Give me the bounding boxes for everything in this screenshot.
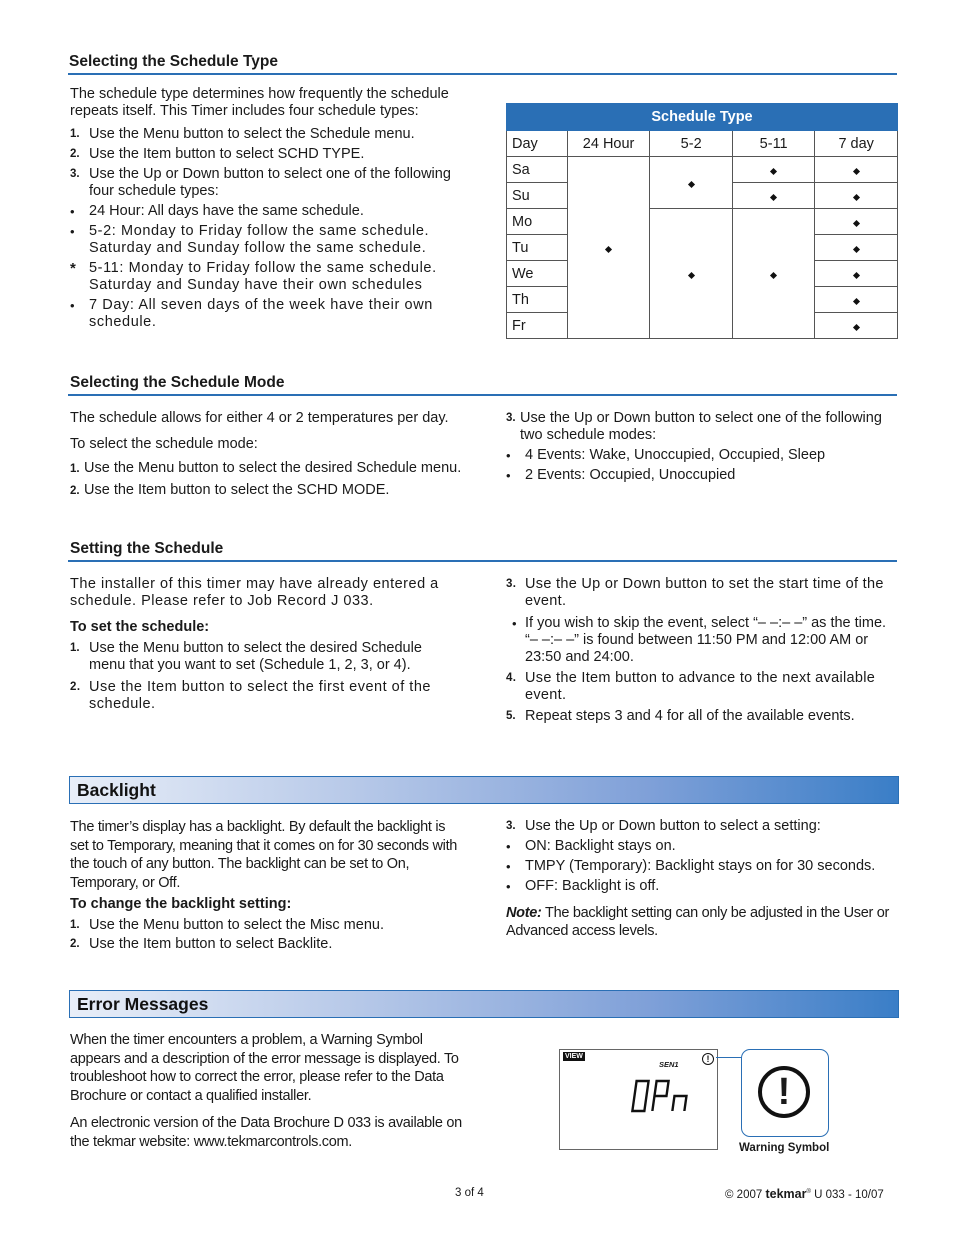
list-item: 1. Use the Menu button to select the Misc menu.: [70, 917, 384, 933]
table-cell-mark: [815, 183, 898, 209]
section-title-backlight: Backlight: [77, 780, 156, 800]
paragraph: To select the schedule mode:: [70, 436, 258, 452]
list-item: 1. Use the Menu button to select the desired Schedule menu that you want to set (Schedule 1, 2, 3, or 4).: [70, 640, 422, 673]
table-row: [507, 157, 898, 183]
check-mark-icon: [770, 193, 777, 200]
paragraph: The installer of this timer may have already entered a schedule. Please refer to Job Record J 033.: [70, 576, 439, 609]
check-mark-icon: [853, 271, 860, 278]
table-cell-mark: [732, 157, 815, 183]
list-item: • TMPY (Temporary): Backlight stays on for 30 seconds.: [506, 858, 876, 874]
schedule-type-table: [506, 103, 898, 339]
section-divider: [68, 394, 897, 396]
error-messages-text: [70, 1031, 465, 1151]
table-cell-mark: [815, 313, 898, 339]
tekmar-logo: tekmar: [765, 1187, 807, 1201]
table-cell-day: Fr: [507, 313, 568, 339]
table-cell-mark: [815, 235, 898, 261]
schedule-mode-right: [506, 410, 898, 487]
check-mark-icon: [853, 167, 860, 174]
table-cell-mark: [567, 157, 650, 339]
table-cell-day: Su: [507, 183, 568, 209]
table-header: Schedule Type: [507, 104, 898, 131]
section-banner-backlight: [69, 776, 899, 804]
paragraph: An electronic version of the Data Brochure D 033 is available on the tekmar website: www.tekmarcontrols.com.: [70, 1115, 462, 1150]
list-item: * 5-11: Monday to Friday follow the same schedule. Saturday and Sunday have their own schedules: [70, 260, 437, 293]
check-mark-icon: [605, 245, 612, 252]
table-cell-day: Th: [507, 287, 568, 313]
table-cell-mark: [650, 157, 732, 209]
table-row: [507, 209, 898, 235]
check-mark-icon: [853, 219, 860, 226]
lcd-sensor-label: SEN1: [659, 1060, 679, 1069]
list-item: • 24 Hour: All days have the same schedule.: [70, 203, 364, 219]
table-cell-mark: [732, 183, 815, 209]
warning-symbol-label: Warning Symbol: [739, 1142, 830, 1154]
table-cell-mark: [815, 261, 898, 287]
page-number: 3 of 4: [455, 1187, 484, 1199]
table-cell-mark: [732, 209, 815, 339]
table-col-header: 7 day: [815, 131, 898, 157]
check-mark-icon: [853, 245, 860, 252]
table-col-header: Day: [507, 131, 568, 157]
section-title-schedule-mode: Selecting the Schedule Mode: [70, 374, 285, 391]
list-item: • 7 Day: All seven days of the week have their own schedule.: [70, 297, 433, 330]
check-mark-icon: [688, 180, 695, 187]
check-mark-icon: [853, 297, 860, 304]
setting-schedule-right: [506, 576, 898, 728]
schedule-type-text: [70, 86, 465, 334]
lcd-display: [559, 1049, 718, 1150]
list-item: • If you wish to skip the event, select “– –:– –” as the time. “– –:– –” is found between 11:50 PM and 12:00 AM or 23:50 and 24:00.: [512, 615, 887, 665]
section-title-error-messages: Error Messages: [77, 994, 209, 1014]
paragraph: The timer’s display has a backlight. By default the backlight is set to Temporary, meaning that it comes on for 30 seconds with the touch of any button. The backlight can be set to On, Temporary, or Off.: [70, 819, 458, 891]
list-item: 4. Use the Item button to advance to the next available event.: [506, 670, 876, 703]
list-item: 2. Use the Item button to select SCHD TYPE.: [70, 146, 365, 162]
check-mark-icon: [770, 167, 777, 174]
list-item: • 5-2: Monday to Friday follow the same schedule. Saturday and Sunday follow the same schedule.: [70, 223, 430, 256]
subheading: To change the backlight setting:: [70, 896, 292, 912]
table-col-header: 24 Hour: [567, 131, 650, 157]
list-item: 5. Repeat steps 3 and 4 for all of the available events.: [506, 708, 855, 724]
lcd-view-label: VIEW: [565, 1053, 583, 1060]
list-item: • ON: Backlight stays on.: [506, 838, 676, 854]
table-col-header: 5-2: [650, 131, 732, 157]
paragraph: The schedule allows for either 4 or 2 temperatures per day.: [70, 410, 449, 426]
check-mark-icon: [853, 323, 860, 330]
paragraph: When the timer encounters a problem, a Warning Symbol appears and a description of the error message is displayed. To troubleshoot how to correct the error, please refer to the Data Brochure or contact a qualified installer.: [70, 1032, 459, 1104]
list-item: • 2 Events: Occupied, Unoccupied: [506, 467, 736, 483]
section-title-setting-schedule: Setting the Schedule: [70, 540, 224, 557]
lcd-digits: [630, 1078, 700, 1114]
section-divider: [68, 560, 897, 562]
list-item: 2. Use the Item button to select Backlite.: [70, 936, 333, 952]
check-mark-icon: [688, 271, 695, 278]
warning-icon: !: [758, 1066, 810, 1118]
lcd-warning-icon: !: [702, 1053, 714, 1065]
section-banner-error-messages: [69, 990, 899, 1018]
list-item: 3. Use the Up or Down button to select a setting:: [506, 818, 821, 834]
list-item: 3. Use the Up or Down button to set the start time of the event.: [506, 576, 884, 609]
warning-symbol-frame: [741, 1049, 829, 1137]
backlight-right: [506, 818, 900, 940]
table-cell-day: Mo: [507, 209, 568, 235]
list-item: 1. Use the Menu button to select the desired Schedule menu.: [70, 460, 462, 476]
footer-copyright: © 2007 tekmar® U 033 - 10/07: [725, 1187, 884, 1201]
table-cell-mark: [650, 209, 732, 339]
list-item: 2. Use the Item button to select the SCHD MODE.: [70, 482, 390, 498]
table-cell-day: Sa: [507, 157, 568, 183]
list-item: 1. Use the Menu button to select the Schedule menu.: [70, 126, 415, 142]
check-mark-icon: [770, 271, 777, 278]
list-item: • 4 Events: Wake, Unoccupied, Occupied, Sleep: [506, 447, 826, 463]
table-cell-day: Tu: [507, 235, 568, 261]
list-item: 3. Use the Up or Down button to select one of the following two schedule modes:: [506, 410, 882, 443]
list-item: 2. Use the Item button to select the first event of the schedule.: [70, 679, 431, 712]
callout-line: [716, 1057, 742, 1058]
backlight-left: [70, 818, 465, 956]
table-cell-mark: [815, 209, 898, 235]
check-mark-icon: [853, 193, 860, 200]
subheading: To set the schedule:: [70, 619, 210, 635]
table-cell-mark: [815, 157, 898, 183]
table-col-header: 5-11: [732, 131, 815, 157]
section-title-schedule-type: Selecting the Schedule Type: [69, 53, 279, 70]
list-item: • OFF: Backlight is off.: [506, 878, 660, 894]
list-item: 3. Use the Up or Down button to select one of the following four schedule types:: [70, 166, 451, 199]
note: Note: The backlight setting can only be adjusted in the User or Advanced access levels.: [506, 905, 890, 939]
table-cell-mark: [815, 287, 898, 313]
section-divider: [68, 73, 897, 75]
setting-schedule-left: [70, 576, 462, 716]
table-cell-day: We: [507, 261, 568, 287]
schedule-type-intro: The schedule type determines how frequently the schedule repeats itself. This Timer includes four schedule types:: [70, 86, 449, 119]
schedule-mode-left: [70, 410, 470, 500]
